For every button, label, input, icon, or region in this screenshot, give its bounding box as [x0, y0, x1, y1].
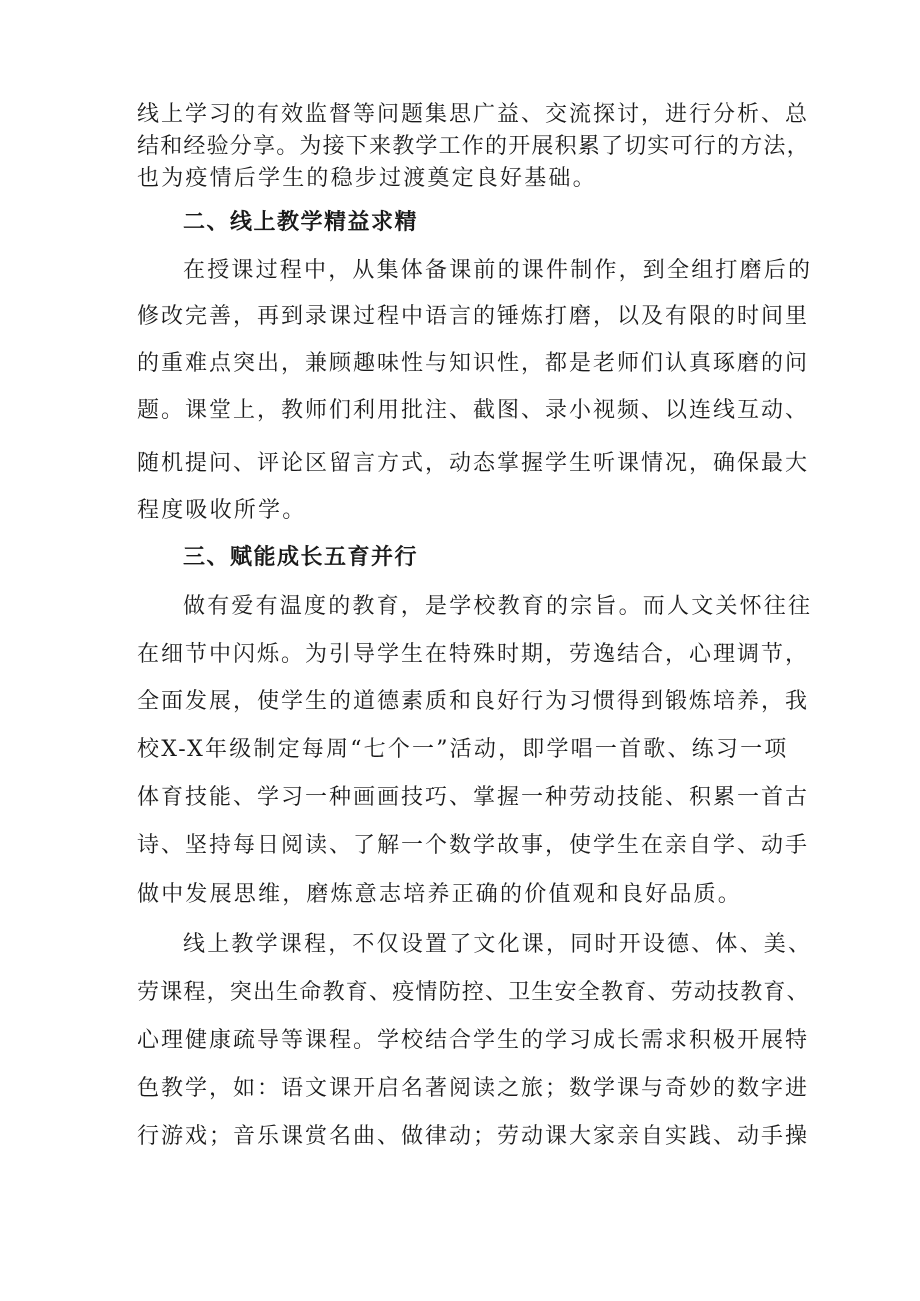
paragraph-line: 色教学，如：语文课开启名著阅读之旅；数学课与奇妙的数字进 [137, 1076, 810, 1101]
paragraph-line: 在细节中闪烁。为引导学生在特殊时期，劳逸结合，心理调节， [137, 642, 810, 667]
paragraph-line: 行游戏；音乐课赏名曲、做律动；劳动课大家亲自实践、动手操 [137, 1124, 810, 1149]
paragraph-line: 的重难点突出，兼顾趣味性与知识性，都是老师们认真琢磨的问 [137, 351, 810, 376]
paragraph-line: 体育技能、学习一种画画技巧、掌握一种劳动技能、积累一首古 [137, 785, 810, 810]
paragraph-line: 在授课过程中，从集体备课前的课件制作，到全组打磨后的 [183, 258, 813, 283]
paragraph-line: 结和经验分享。为接下来教学工作的开展积累了切实可行的方法， [137, 134, 810, 159]
section-heading-3: 三、赋能成长五育并行 [183, 545, 419, 570]
paragraph-line: 心理健康疏导等课程。学校结合学生的学习成长需求积极开展特 [137, 1028, 810, 1053]
section-heading-2: 二、线上教学精益求精 [183, 210, 419, 235]
paragraph-line: 做有爱有温度的教育，是学校教育的宗旨。而人文关怀往往 [183, 594, 813, 619]
paragraph-line: 修改完善，再到录课过程中语言的锤炼打磨，以及有限的时间里 [137, 304, 810, 329]
paragraph-line: 线上教学课程，不仅设置了文化课，同时开设德、体、美、 [183, 932, 813, 957]
paragraph-line: 也为疫情后学生的稳步过渡奠定良好基础。 [137, 166, 597, 191]
paragraph-line: 做中发展思维，磨炼意志培养正确的价值观和良好品质。 [137, 882, 743, 907]
paragraph-line: 程度吸收所学。 [137, 498, 307, 523]
paragraph-line: 劳课程，突出生命教育、疫情防控、卫生安全教育、劳动技教育、 [137, 980, 810, 1005]
paragraph-line: 诗、坚持每日阅读、了解一个数学故事，使学生在亲自学、动手 [137, 833, 810, 858]
paragraph-line: 随机提问、评论区留言方式，动态掌握学生听课情况，确保最大 [137, 451, 810, 476]
paragraph-line: 题。课堂上，教师们利用批注、截图、录小视频、以连线互动、 [137, 398, 810, 423]
paragraph-line: 线上学习的有效监督等问题集思广益、交流探讨，进行分析、总 [137, 102, 810, 127]
paragraph-line: 校X-X年级制定每周“七个一”活动，即学唱一首歌、练习一项 [137, 737, 789, 762]
paragraph-line: 全面发展，使学生的道德素质和良好行为习惯得到锻炼培养，我 [137, 689, 810, 714]
